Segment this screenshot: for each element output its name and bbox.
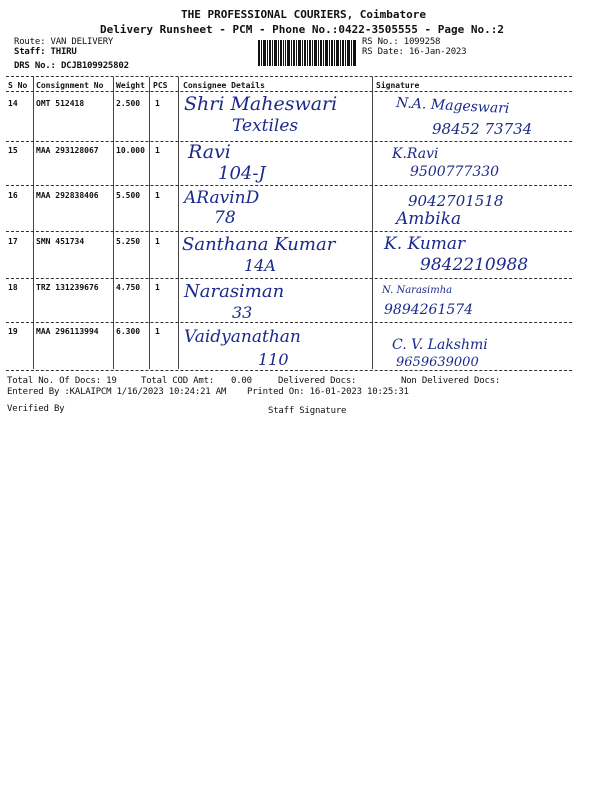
row-consignee-name: Narasiman [184,281,285,302]
row-sno: 18 [8,283,18,292]
row-signature-name: K.Ravi [392,146,439,162]
column-divider [372,77,373,369]
row-pcs: 1 [155,327,160,336]
row-sno: 16 [8,191,18,200]
printed-on: Printed On: 16-01-2023 10:25:31 [247,387,409,397]
row-signature-phone: 9500777330 [410,164,500,180]
row-signature-phone: 9659639000 [396,355,479,370]
row-sno: 19 [8,327,18,336]
entered-by: Entered By :KALAIPCM 1/16/2023 10:24:21 AM [7,387,227,397]
row-signature-name: C. V. Lakshmi [392,337,488,353]
company-title: THE PROFESSIONAL COURIERS, Coimbatore [181,8,427,21]
staff-label: Staff: THIRU [14,47,77,57]
table-header-rule [6,91,572,92]
column-divider [33,77,34,369]
column-divider [178,77,179,369]
row-separator [6,231,572,232]
row-pcs: 1 [155,283,160,292]
row-weight: 4.750 [116,283,141,292]
row-sno: 14 [8,99,18,108]
row-pcs: 1 [155,99,160,108]
rs-number: RS No.: 1099258 [362,37,441,47]
non-delivered-docs: Non Delivered Docs: [401,376,501,386]
row-pcs: 1 [155,237,160,246]
row-consignee-address: 14A [244,256,276,275]
row-signature-phone: 9894261574 [384,302,474,318]
row-weight: 10.000 [116,146,145,155]
table-bottom-rule [6,370,572,371]
row-consignment: SMN 451734 [36,237,85,246]
row-sno: 15 [8,146,18,155]
row-consignee-address: 78 [214,208,236,228]
col-header-consignment: Consignment No [36,81,104,90]
row-signature-phone: 98452 73734 [432,120,533,138]
row-consignee-name: Shri Maheswari [184,93,338,115]
row-sno: 17 [8,237,18,246]
row-pcs: 1 [155,146,160,155]
rs-date: RS Date: 16-Jan-2023 [362,47,467,57]
runsheet-title: Delivery Runsheet - PCM - Phone No.:0422-3505555 - Page No.:2 [100,23,504,36]
delivered-docs: Delivered Docs: [278,376,357,386]
row-separator [6,141,572,142]
row-consignment: TRZ 131239676 [36,283,99,292]
row-consignment: MAA 293128067 [36,146,99,155]
row-signature-phone: 9042701518 [408,192,504,210]
row-weight: 2.500 [116,99,141,108]
row-consignment: OMT 512418 [36,99,85,108]
col-header-sno: S No [8,81,28,90]
row-separator [6,322,572,323]
row-weight: 5.500 [116,191,141,200]
row-consignment: MAA 292838406 [36,191,99,200]
row-consignee-address: 33 [232,303,253,322]
staff-signature: Staff Signature [268,406,347,416]
row-consignee-address: 110 [258,350,289,369]
route-label: Route: VAN DELIVERY [14,37,114,47]
row-separator [6,185,572,186]
column-divider [149,77,150,369]
table-top-rule [6,76,572,77]
col-header-consignee: Consignee Details [183,81,265,90]
row-consignment: MAA 296113994 [36,327,99,336]
row-consignee-name: Santhana Kumar [182,234,336,255]
row-weight: 5.250 [116,237,141,246]
barcode-image [258,40,356,66]
row-consignee-address: Textiles [232,116,299,136]
verified-by: Verified By [7,404,65,414]
row-signature-name: Ambika [396,209,462,229]
row-consignee-name: Vaidyanathan [184,327,301,347]
row-consignee-address: 104-J [218,163,266,184]
total-cod-label: Total COD Amt: [141,376,215,386]
row-signature-phone: 9842210988 [420,255,529,275]
drs-number: DRS No.: DCJB109925802 [14,61,129,71]
row-consignee-name: Ravi [188,141,231,163]
column-divider [113,77,114,369]
row-signature-name: K. Kumar [384,234,466,254]
total-docs: Total No. Of Docs: 19 [7,376,117,386]
row-signature-name: N. Narasimha [382,285,453,296]
col-header-signature: Signature [376,81,420,90]
row-consignee-name: ARavinD [184,188,260,208]
row-weight: 6.300 [116,327,141,336]
col-header-pcs: PCS [153,81,168,90]
col-header-weight: Weight [116,81,145,90]
row-signature-name: N.A. Mageswari [395,95,510,117]
row-separator [6,278,572,279]
total-cod-value: 0.00 [231,376,252,386]
row-pcs: 1 [155,191,160,200]
